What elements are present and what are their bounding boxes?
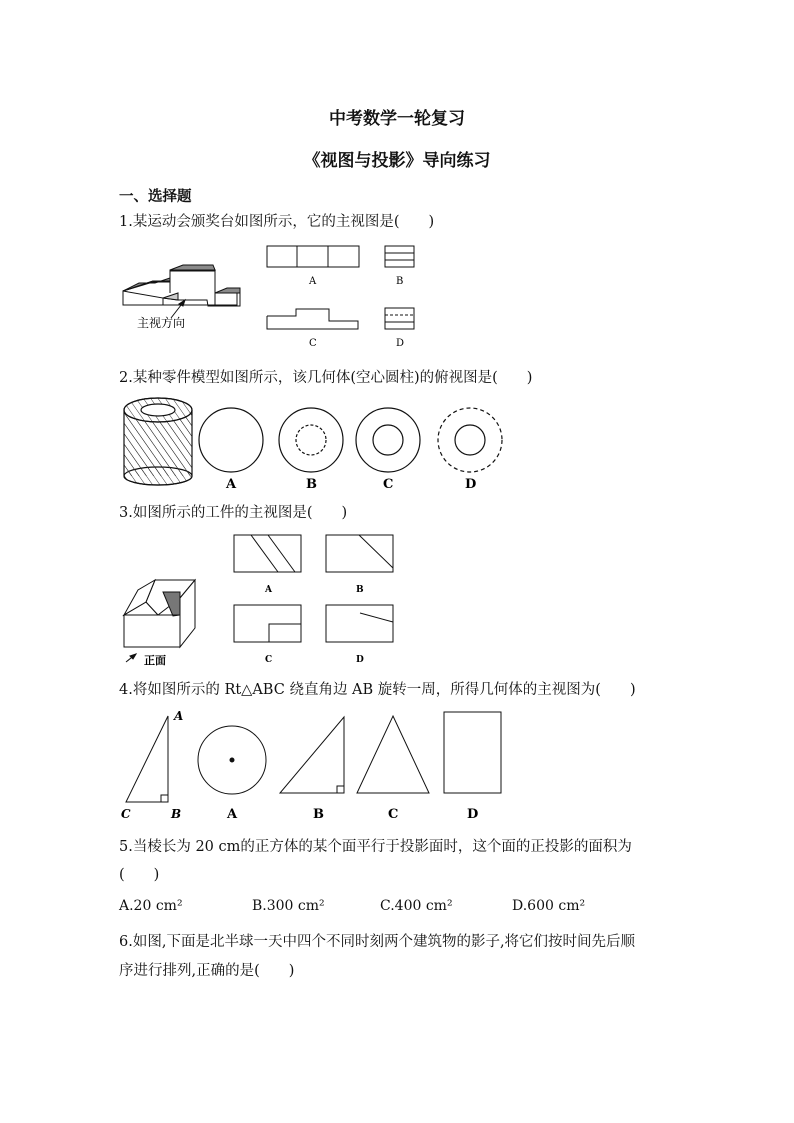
q4-vertex-b: B — [171, 807, 182, 821]
q3-label-c: C — [265, 655, 273, 665]
q5-option-d: D.600 cm² — [512, 898, 586, 914]
question-4: 4.将如图所示的 Rt△ABC 绕直角边 AB 旋转一周，所得几何体的主视图为( ) — [119, 682, 636, 698]
q1-label-a: A — [309, 276, 317, 287]
q2-label-a: A — [226, 477, 237, 492]
question-3: 3.如图所示的工件的主视图是( ) — [119, 505, 348, 521]
question-5: 5.当棱长为 20 cm的正方体的某个面平行于投影面时，这个面的正投影的面积为 — [119, 839, 632, 855]
question-6-line2: 序进行排列,正确的是( ) — [119, 963, 295, 979]
q1-label-d: D — [396, 338, 405, 349]
q1-figure — [115, 238, 425, 358]
question-5-bracket: ( ) — [119, 867, 160, 883]
q5-option-c: C.400 cm² — [380, 898, 453, 914]
q4-label-d: D — [467, 807, 479, 822]
question-2: 2.某种零件模型如图所示，该几何体(空心圆柱)的俯视图是( ) — [119, 370, 533, 386]
q5-option-a: A.20 cm² — [119, 898, 183, 914]
q4-label-a: A — [227, 807, 238, 822]
page-title: 中考数学一轮复习 — [329, 109, 465, 129]
section-heading: 一、选择题 — [119, 188, 192, 205]
q3-label-b: B — [356, 585, 364, 595]
q4-figure — [118, 706, 518, 824]
q1-caption: 主视方向 — [137, 316, 186, 330]
q3-figure — [118, 530, 408, 670]
q3-label-a: A — [265, 585, 272, 595]
q4-vertex-a: A — [174, 709, 184, 723]
q2-label-d: D — [465, 477, 477, 492]
q1-label-b: B — [396, 276, 404, 287]
q5-option-b: B.300 cm² — [252, 898, 325, 914]
q2-figure — [118, 394, 518, 494]
question-1: 1.某运动会颁奖台如图所示，它的主视图是( ) — [119, 214, 435, 230]
q4-label-c: C — [388, 807, 399, 822]
q2-label-c: C — [383, 477, 394, 492]
q3-caption: 正面 — [144, 654, 166, 667]
page-subtitle: 《视图与投影》导向练习 — [303, 151, 491, 171]
q4-vertex-c: C — [121, 807, 131, 821]
q4-label-b: B — [313, 807, 324, 822]
q1-label-c: C — [309, 338, 317, 349]
q2-label-b: B — [306, 477, 317, 492]
question-6-line1: 6.如图,下面是北半球一天中四个不同时刻两个建筑物的影子,将它们按时间先后顺 — [119, 934, 636, 950]
q3-label-d: D — [356, 655, 364, 665]
